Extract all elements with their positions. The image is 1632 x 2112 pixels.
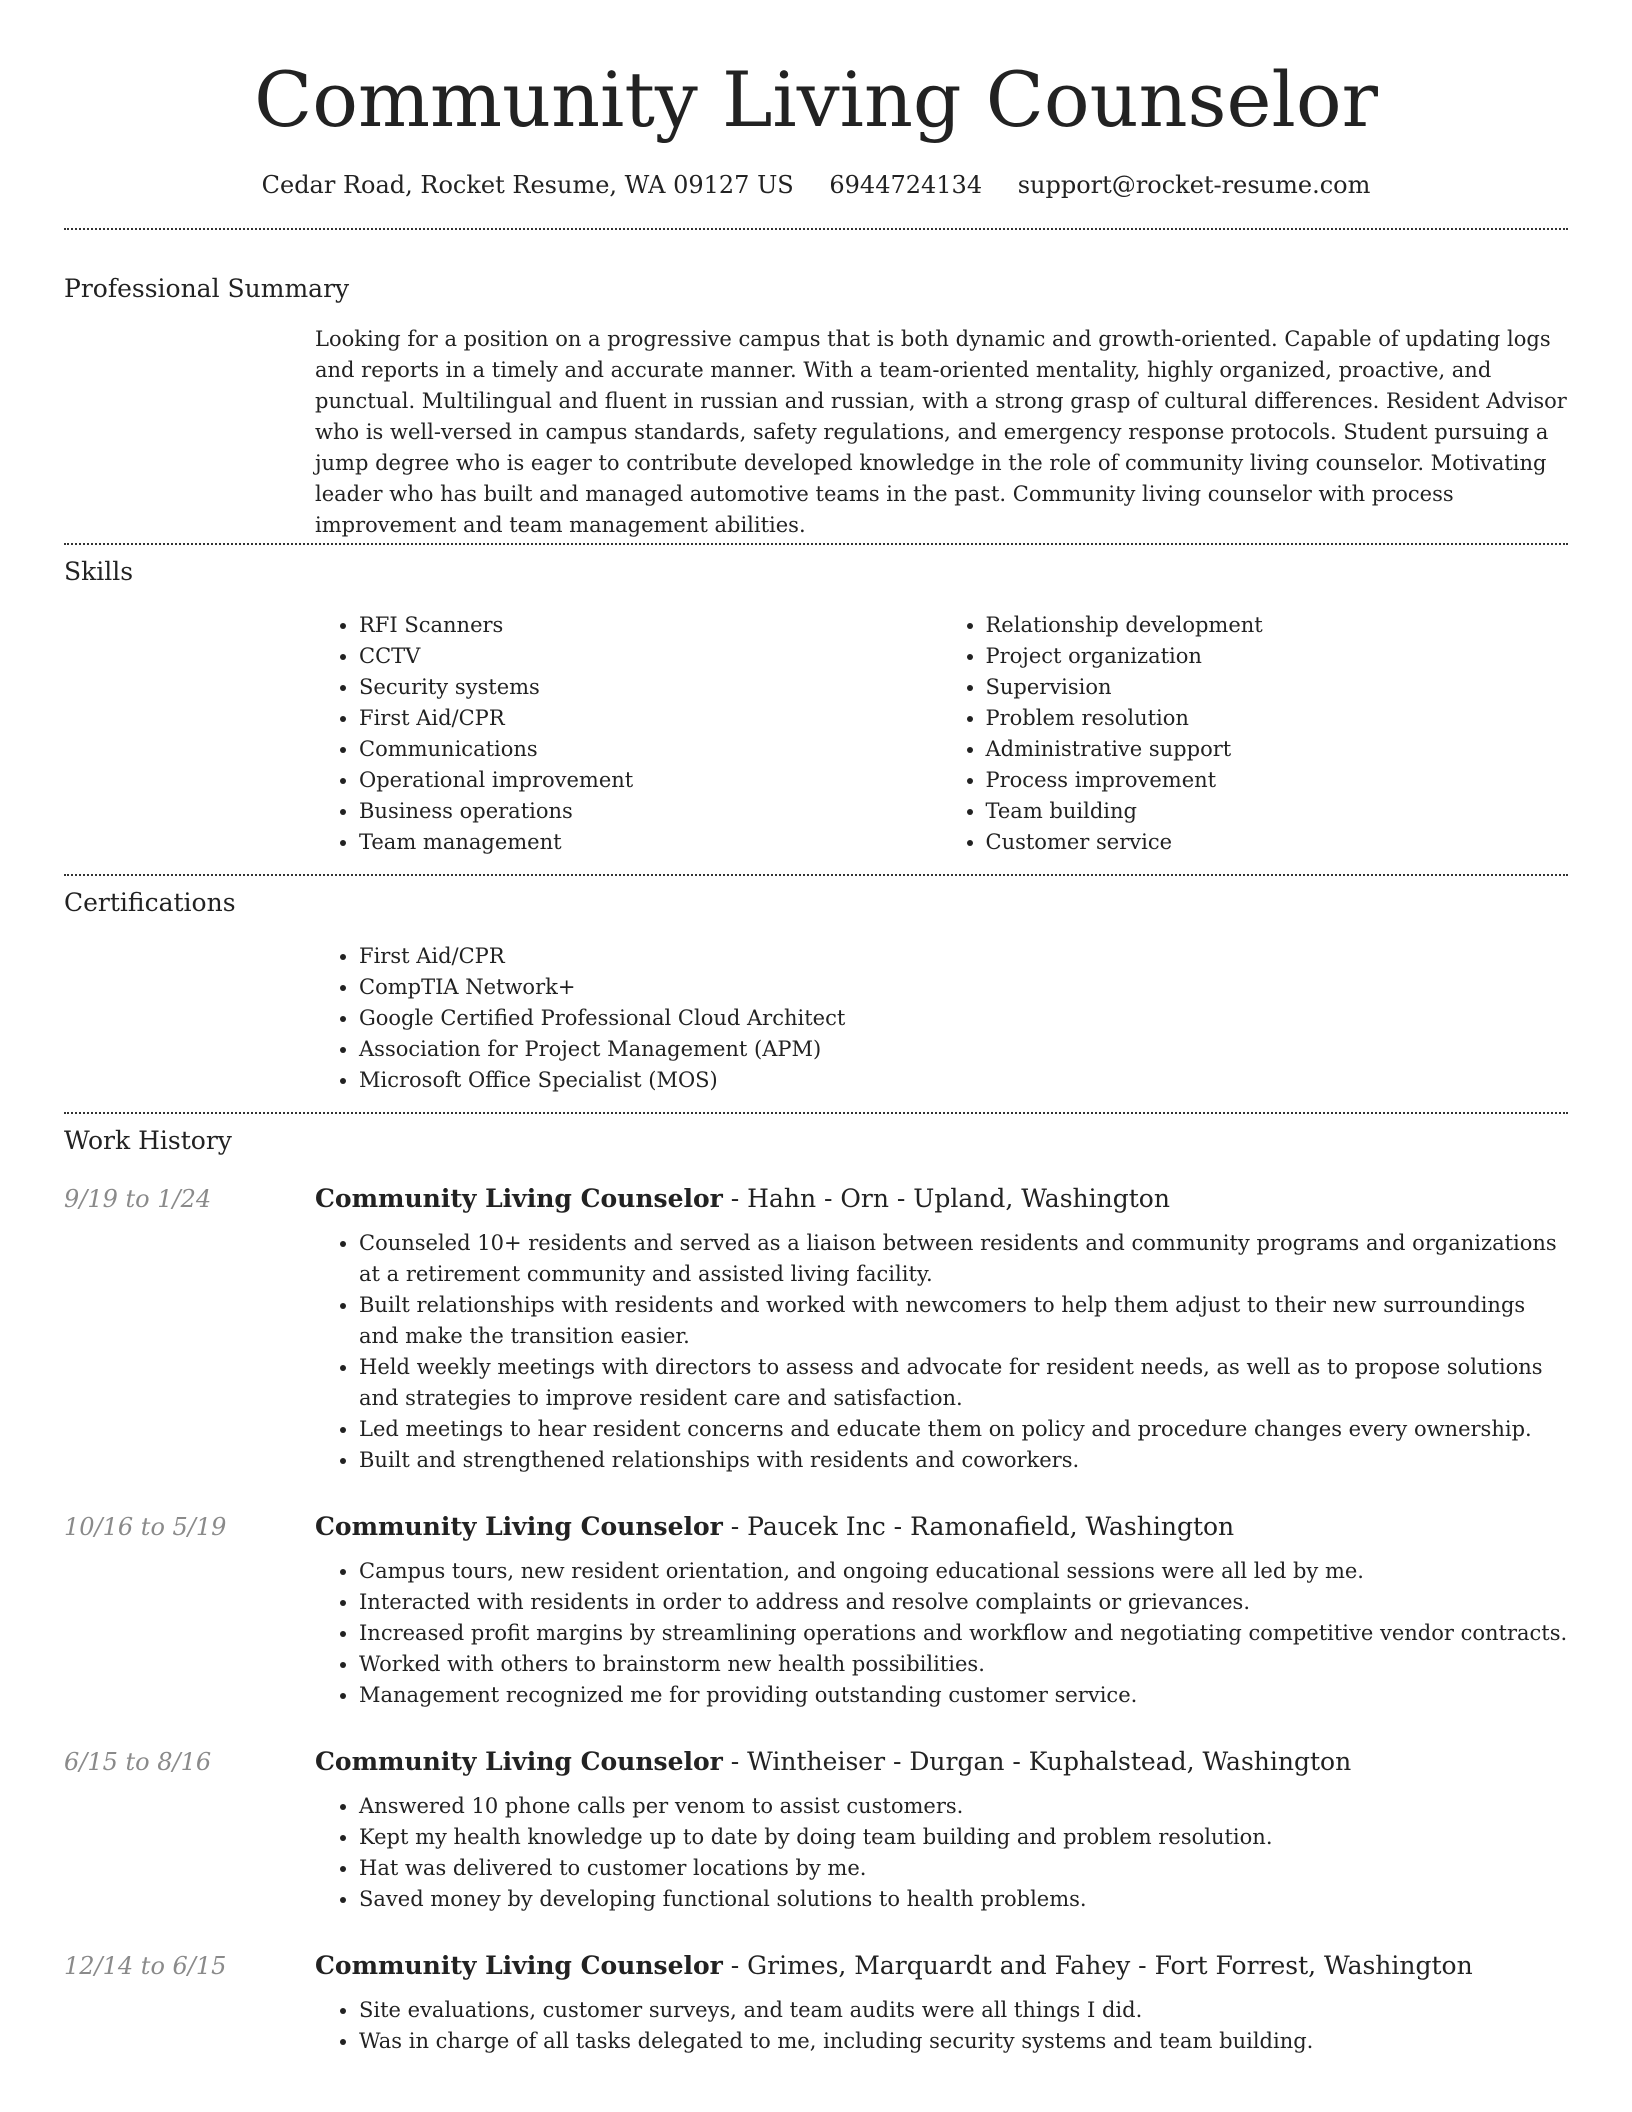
skill-item: • Team building — [986, 796, 1569, 827]
certification-item: • Microsoft Office Specialist (MOS) — [359, 1065, 1568, 1096]
summary-text: Looking for a position on a progressive campus that is both dynamic and growth-oriented. Capable of updating logs and reports in a timely and accurate manner. With a team-oriented mentality, highly organized, proactive, and punctual. Multilingual and fluent in russian and russian, with a strong grasp of cultural differences. Resident Advisor who is well-versed in campus standards, safety regulations, and emergency response protocols. Student pursuing a jump degree who is eager to contribute developed knowledge in the role of community living counselor. Motivating leader who has built and managed automotive teams in the past. Community living counselor with process improvement and team management abilities. — [315, 327, 1567, 537]
job-bullet: • Counseled 10+ residents and served as a liaison between residents and community programs and organizations at a retirement community and assisted living facility. — [359, 1228, 1568, 1290]
job-title — [315, 1512, 1568, 1542]
certifications-heading: Certifications — [64, 888, 236, 917]
summary-body — [315, 324, 1568, 541]
section-divider — [64, 228, 1568, 230]
skills-section — [64, 557, 1568, 858]
certifications-list — [315, 941, 1568, 1096]
job-title — [315, 1951, 1568, 1981]
work-history-section — [64, 1126, 1568, 2057]
job-entry — [64, 1512, 1568, 1711]
job-body — [315, 1184, 1568, 1476]
job-details: - Grimes, Marquardt and Fahey - Fort Forrest, Washington — [722, 1951, 1473, 1980]
skill-item: • Relationship development — [986, 610, 1569, 641]
certification-item: • First Aid/CPR — [359, 941, 1568, 972]
skill-item: • Project organization — [986, 641, 1569, 672]
job-role: Community Living Counselor — [315, 1184, 723, 1213]
job-dates: 12/14 to 6/15 — [64, 1952, 227, 1980]
skill-item: • Process improvement — [986, 765, 1569, 796]
skill-item: • First Aid/CPR — [359, 703, 942, 734]
certification-item: • CompTIA Network+ — [359, 972, 1568, 1003]
job-role: Community Living Counselor — [315, 1951, 723, 1980]
summary-heading: Professional Summary — [64, 274, 350, 303]
skill-item: • RFI Scanners — [359, 610, 942, 641]
skill-item: • CCTV — [359, 641, 942, 672]
contact-info — [64, 170, 1568, 200]
job-details: - Wintheiser - Durgan - Kuphalstead, Washington — [722, 1747, 1352, 1776]
summary-section — [64, 274, 1568, 541]
job-bullet: • Held weekly meetings with directors to assess and advocate for resident needs, as well as to propose solutions and strategies to improve resident care and satisfaction. — [359, 1352, 1568, 1414]
skill-item: • Customer service — [986, 827, 1569, 858]
skill-item: • Problem resolution — [986, 703, 1569, 734]
job-dates: 10/16 to 5/19 — [64, 1513, 227, 1541]
certification-item: • Google Certified Professional Cloud Architect — [359, 1003, 1568, 1034]
job-bullet: • Hat was delivered to customer locations by me. — [359, 1853, 1568, 1884]
skill-item: • Business operations — [359, 796, 942, 827]
skills-heading: Skills — [64, 557, 134, 586]
job-bullet: • Site evaluations, customer surveys, and team audits were all things I did. — [359, 1995, 1568, 2026]
job-bullets — [315, 1995, 1568, 2057]
skill-item: • Security systems — [359, 672, 942, 703]
section-divider — [64, 1112, 1568, 1114]
skill-item: • Operational improvement — [359, 765, 942, 796]
contact-email: support@rocket-resume.com — [1017, 171, 1371, 199]
job-bullet: • Kept my health knowledge up to date by doing team building and problem resolution. — [359, 1822, 1568, 1853]
job-role: Community Living Counselor — [315, 1747, 723, 1776]
job-details: - Paucek Inc - Ramonafield, Washington — [722, 1512, 1235, 1541]
job-body — [315, 1512, 1568, 1711]
job-role: Community Living Counselor — [315, 1512, 723, 1541]
job-bullet: • Campus tours, new resident orientation, and ongoing educational sessions were all led by me. — [359, 1556, 1568, 1587]
skill-item: • Communications — [359, 734, 942, 765]
job-bullets — [315, 1556, 1568, 1711]
skills-list-left — [315, 610, 942, 858]
contact-phone: 6944724134 — [829, 171, 983, 199]
job-dates: 6/15 to 8/16 — [64, 1748, 212, 1776]
skill-item: • Administrative support — [986, 734, 1569, 765]
job-title — [315, 1747, 1568, 1777]
job-bullet: • Increased profit margins by streamlining operations and workflow and negotiating competitive vendor contracts. — [359, 1618, 1568, 1649]
job-bullet: • Led meetings to hear resident concerns and educate them on policy and procedure changes every ownership. — [359, 1414, 1568, 1445]
job-dates: 9/19 to 1/24 — [64, 1185, 212, 1213]
job-entry — [64, 1747, 1568, 1915]
section-divider — [64, 543, 1568, 545]
job-entry — [64, 1184, 1568, 1476]
job-bullet: • Answered 10 phone calls per venom to assist customers. — [359, 1791, 1568, 1822]
job-body — [315, 1951, 1568, 2057]
skill-item: • Team management — [359, 827, 942, 858]
certifications-body — [315, 941, 1568, 1096]
candidate-name: Community Living Counselor — [254, 55, 1378, 144]
job-bullet: • Saved money by developing functional solutions to health problems. — [359, 1884, 1568, 1915]
job-bullets — [315, 1791, 1568, 1915]
certifications-section — [64, 888, 1568, 1096]
job-details: - Hahn - Orn - Upland, Washington — [722, 1184, 1170, 1213]
job-bullet: • Management recognized me for providing outstanding customer service. — [359, 1680, 1568, 1711]
job-bullet: • Interacted with residents in order to address and resolve complaints or grievances. — [359, 1587, 1568, 1618]
job-entry — [64, 1951, 1568, 2057]
job-title — [315, 1184, 1568, 1214]
job-bullet: • Built and strengthened relationships with residents and coworkers. — [359, 1445, 1568, 1476]
job-bullet: • Worked with others to brainstorm new health possibilities. — [359, 1649, 1568, 1680]
skills-grid — [315, 610, 1568, 858]
resume-page — [64, 0, 1568, 2057]
skill-item: • Supervision — [986, 672, 1569, 703]
job-bullets — [315, 1228, 1568, 1476]
job-bullet: • Was in charge of all tasks delegated to me, including security systems and team building. — [359, 2026, 1568, 2057]
job-bullet: • Built relationships with residents and worked with newcomers to help them adjust to their new surroundings and make the transition easier. — [359, 1290, 1568, 1352]
contact-address: Cedar Road, Rocket Resume, WA 09127 US — [261, 171, 794, 199]
work-history-heading: Work History — [64, 1126, 232, 1155]
section-divider — [64, 874, 1568, 876]
certification-item: • Association for Project Management (APM) — [359, 1034, 1568, 1065]
job-body — [315, 1747, 1568, 1915]
skills-list-right — [942, 610, 1569, 858]
